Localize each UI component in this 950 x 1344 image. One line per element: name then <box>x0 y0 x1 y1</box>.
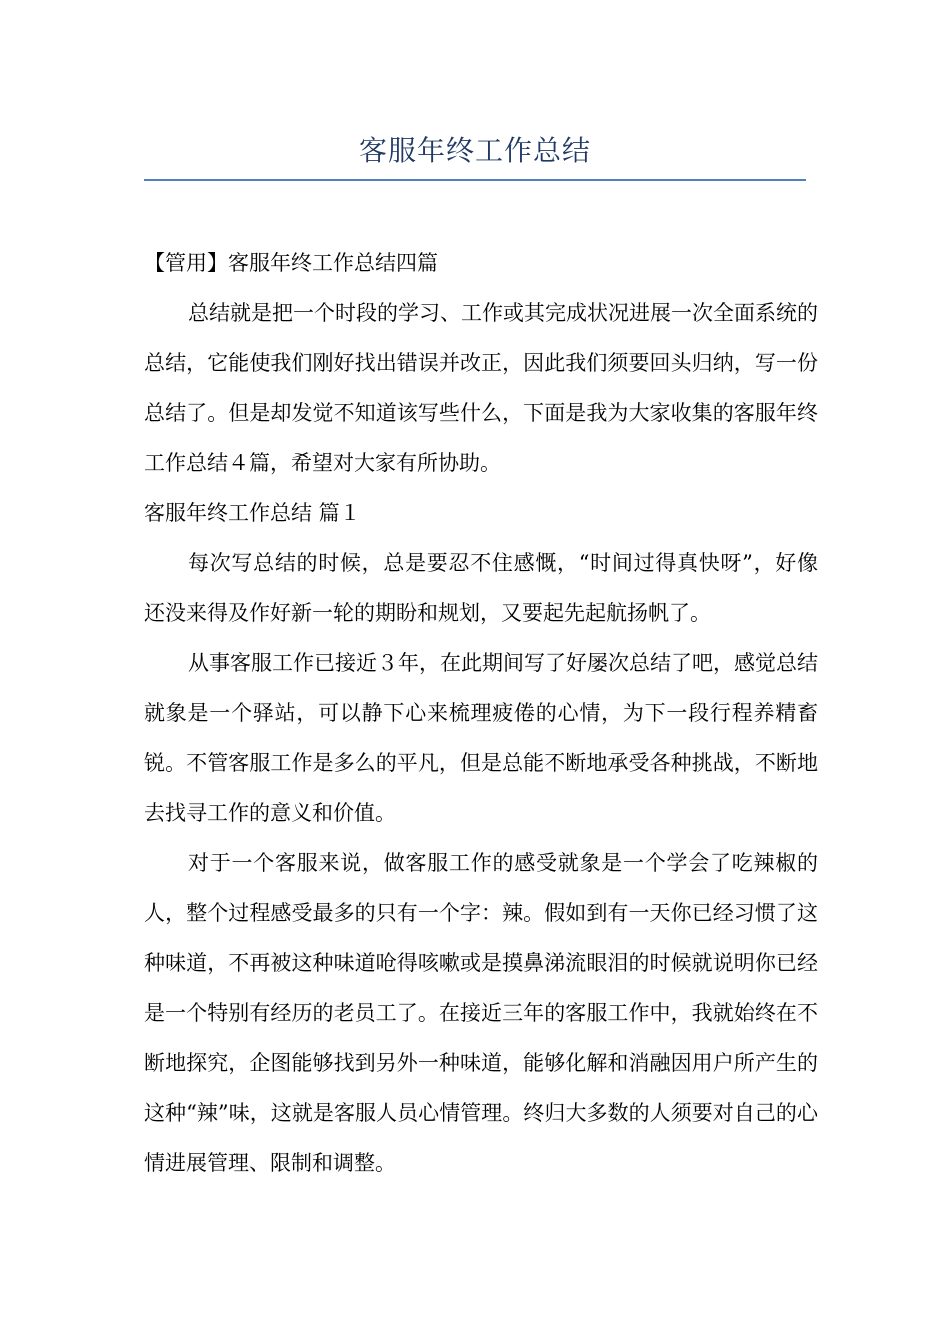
section-heading: 客服年终工作总结 篇１ <box>144 501 361 525</box>
subtitle-line: 【管用】客服年终工作总结四篇 <box>144 251 438 275</box>
body-paragraph-2: 从事客服工作已接近３年，在此期间写了好屡次总结了吧，感觉总结就象是一个驿站，可以静下心来梳理疲倦的心情，为下一段行程养精畜锐。不管客服工作是多么的平凡，但是总能不断地承受各种挑战，不断地去找寻工作的意义和价值。 <box>144 651 818 825</box>
body-paragraph-3: 对于一个客服来说，做客服工作的感受就象是一个学会了吃辣椒的人，整个过程感受最多的只有一个字：辣。假如到有一天你已经习惯了这种味道，不再被这种味道呛得咳嗽或是摸鼻涕流眼泪的时候就说明你已经是一个特别有经历的老员工了。在接近三年的客服工作中，我就始终在不断地探究，企图能够找到另外一种味道，能够化解和消融因用户所产生的这种“辣”味，这就是客服人员心情管理。终归大多数的人须要对自己的心情进展管理、限制和调整。 <box>144 851 818 1175</box>
body-paragraph-1: 每次写总结的时候，总是要忍不住感慨，“时间过得真快呀”，好像还没来得及作好新一轮的期盼和规划，又要起先起航扬帆了。 <box>144 551 818 625</box>
document-title: 客服年终工作总结 <box>358 134 591 167</box>
document-body <box>144 238 818 1188</box>
intro-paragraph: 总结就是把一个时段的学习、工作或其完成状况进展一次全面系统的总结，它能使我们刚好找出错误并改正，因此我们须要回头归纳，写一份总结了。但是却发觉不知道该写些什么，下面是我为大家收集的客服年终工作总结４篇，希望对大家有所协助。 <box>144 301 818 475</box>
title-underline <box>144 179 806 181</box>
